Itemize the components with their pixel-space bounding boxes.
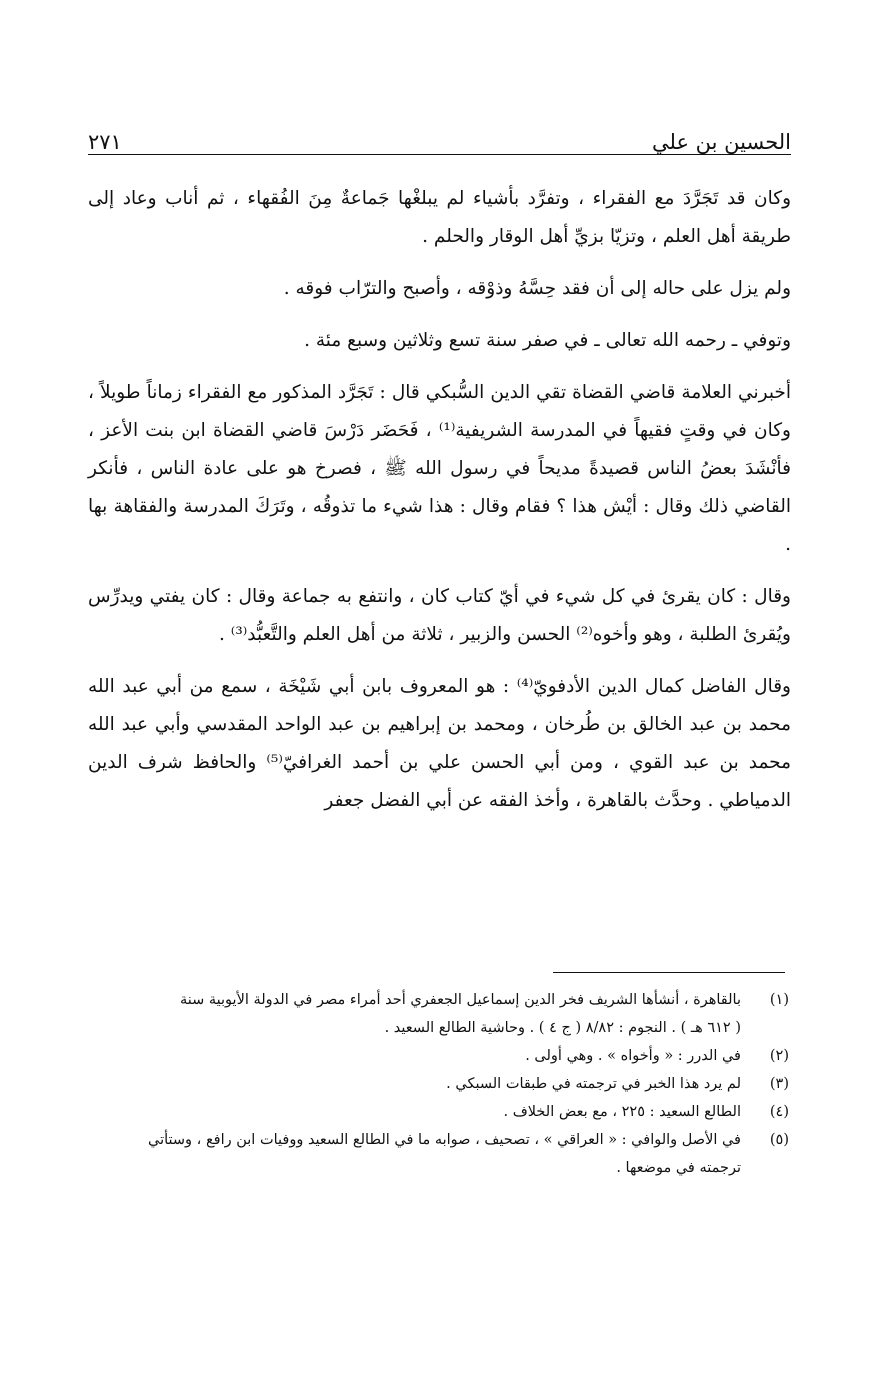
footnote: [90, 1042, 791, 1070]
footnote-text: [90, 1098, 741, 1126]
page-number: ٢٧١: [88, 130, 122, 154]
footnote-line: ( ٦١٢ هـ ) . النجوم : ٨/٨٢ ( ج ٤ ) . وحاشية الطالع السعيد .: [384, 1020, 741, 1036]
paragraph: وقال : كان يقرئ في كل شيء في أيّ كتاب كان ، وانتفع به جماعة وقال : كان يفتي ويدرِّس ويُقرئ الطلبة ، وهو وأخوه⁽²⁾ الحسن والزبير ، ثلاثة من أهل العلم والتَّعبُّد⁽³⁾ .: [88, 586, 791, 645]
footnote-line: في الدرر : « وأخواه » . وهي أولى .: [525, 1048, 741, 1064]
footnote: [90, 986, 791, 1042]
footnote-text: [90, 1070, 741, 1098]
main-text: [88, 180, 791, 820]
footnote-text: [90, 1126, 741, 1182]
paragraph: أخبرني العلامة قاضي القضاة تقي الدين السُّبكي قال : تَجَرَّد المذكور مع الفقراء زماناً طويلاً ، وكان في وقتٍ فقيهاً في المدرسة الشريفية⁽¹⁾ ، فَحَضَر دَرْسَ قاضي القضاة ابن بنت الأعز ، فأنْشَدَ بعضُ الناس قصيدةً مديحاً في رسول الله ﷺ ، فصرخ هو على عادة الناس ، فأنكر القاضي ذلك وقال : أيْش هذا ؟ فقام وقال : هذا شيء ما تذوقُه ، وتَرَكَ المدرسة والفقاهة بها .: [88, 382, 791, 555]
running-title: الحسين بن علي: [651, 130, 791, 154]
footnote-line: في الأصل والوافي : « العراقي » ، تصحيف ، صوابه ما في الطالع السعيد ووفيات ابن رافع ، وستأتي: [147, 1132, 741, 1148]
paragraph: ولم يزل على حاله إلى أن فقد حِسَّهُ وذوْقه ، وأصبح والترّاب فوقه .: [283, 278, 791, 299]
footnotes: [90, 986, 791, 1182]
footnote-line: الطالع السعيد : ٢٢٥ ، مع بعض الخلاف .: [503, 1104, 741, 1120]
footnote-line: ترجمته في موضعها .: [616, 1160, 741, 1176]
paragraph: وقال الفاضل كمال الدين الأدفويّ⁽⁴⁾ : هو المعروف بابن أبي شَيْخَة ، سمع من أبي عبد الله محمد بن عبد الخالق بن طُرخان ، ومحمد بن إبراهيم بن عبد الواحد المقدسي وأبي عبد الله محمد بن عبد القوي ، ومن أبي الحسن علي بن أحمد الغرافيّ⁽⁵⁾ والحافظ شرف الدين الدمياطي . وحدَّث بالقاهرة ، وأخذ الفقه عن أبي الفضل جعفر: [88, 676, 792, 811]
footnote-number: (٥): [769, 1132, 789, 1148]
footnote-separator: [553, 972, 785, 973]
header-rule: [88, 154, 791, 155]
page-header: [88, 118, 791, 154]
footnote-text: [90, 986, 741, 1042]
footnote-line: بالقاهرة ، أنشأها الشريف فخر الدين إسماعيل الجعفري أحد أمراء مصر في الدولة الأيوبية سنة: [179, 992, 741, 1008]
footnote: [90, 1098, 791, 1126]
footnote-text: [90, 1042, 741, 1070]
footnote-number: (٢): [769, 1048, 789, 1064]
footnote-number: (٣): [769, 1076, 789, 1092]
footnote-number: (١): [769, 992, 789, 1008]
footnote: [90, 1070, 791, 1098]
paragraph: وكان قد تَجَرَّدَ مع الفقراء ، وتفرَّد بأشياء لم يبلغْها جَماعةٌ مِنَ الفُقهاء ، ثم أناب وعاد إلى طريقة أهل العلم ، وتزيّا بزيِّ أهل الوقار والحلم .: [88, 188, 791, 247]
paragraph: وتوفي ـ رحمه الله تعالى ـ في صفر سنة تسع وثلاثين وسبع مئة .: [304, 330, 791, 351]
footnote: [90, 1126, 791, 1182]
footnote-line: لم يرد هذا الخبر في ترجمته في طبقات السبكي .: [446, 1076, 741, 1092]
footnote-number: (٤): [769, 1104, 789, 1120]
